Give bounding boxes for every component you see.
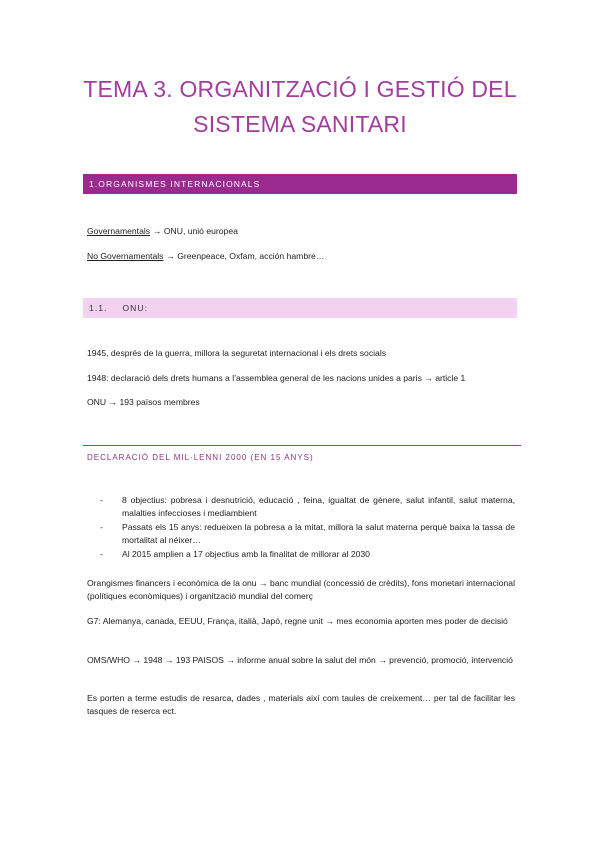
no-governamentals-line: [87, 250, 515, 263]
list-item: [100, 494, 515, 520]
governamentals-label: Governamentals: [87, 226, 151, 236]
subsection-title: ONU:: [122, 303, 149, 313]
declaration-heading: DECLARACIÓ DEL MIL·LENNI 2000 (EN 15 ANYS): [83, 445, 521, 462]
no-governamentals-label: No Governamentals: [87, 251, 164, 261]
arrow-glyph: →: [152, 226, 162, 236]
governamentals-text: ONU, unió europea: [163, 226, 238, 236]
list-bullet: -: [100, 549, 103, 559]
list-bullet: -: [100, 495, 103, 505]
declaration-list: [100, 494, 515, 562]
list-item-text: Al 2015 amplien a 17 objectius amb la finalitat de millorar al 2030: [122, 549, 370, 559]
onu-paragraph-1948: 1948: declaració dels drets humans a l’assemblea general de les nacions unides a paris → article 1: [87, 373, 466, 383]
closing-paragraph-g7: G7: Alemanya, canada, EEUU, França, italià, Japó, regne unit → mes economia aporten mes poder de decisió: [87, 616, 508, 626]
list-item: [100, 548, 515, 561]
subsection-number: 1.1.: [89, 303, 108, 313]
page-title: [60, 72, 540, 142]
section-heading-organismes: 1.ORGANISMES INTERNACIONALS: [83, 174, 517, 194]
no-governamentals-text: Greenpeace, Oxfam, acción hambre…: [177, 251, 325, 261]
page-title-line-2: SISTEMA SANITARI: [193, 111, 407, 137]
page-title-line-1: TEMA 3. ORGANITZACIÓ I GESTIÓ DEL: [83, 76, 517, 102]
subsection-heading-onu: [83, 298, 517, 318]
arrow-glyph: →: [165, 251, 175, 261]
closing-paragraph-studies: Es porten a terme estudis de resarca, dades , materials així com taules de creixement… per tal de facilitar les tasques de reserca ect.: [87, 693, 515, 716]
list-bullet: -: [100, 522, 103, 532]
list-item: [100, 521, 515, 547]
governamentals-line: [87, 225, 515, 238]
closing-paragraph-oms: OMS/WHO → 1948 → 193 PAISOS → informe anual sobre la salut del món → prevenció, promoció, intervenció: [87, 655, 513, 665]
onu-paragraph-members: ONU → 193 països membres: [87, 397, 200, 407]
list-item-text: 8 objectius: pobresa i desnutrició, educació , feina, igualtat de gènere, salut infantil, salut materna, malalties infeccioses i mediambient: [122, 495, 515, 518]
onu-paragraph-1945: 1945, després de la guerra, millora la seguretat internacional i els drets socials: [87, 348, 387, 358]
list-item-text: Passats els 15 anys: redueixen la pobresa a la mitat, millora la salut materna perquè baixa la tassa de mortalitat al néixer…: [122, 522, 515, 545]
closing-paragraph-financial: Orangismes financers i econòmica de la onu → banc mundial (concessió de crèdits), fons monetari internacional (polítiques econòmiques) i organització mundial del comerç: [87, 578, 515, 601]
